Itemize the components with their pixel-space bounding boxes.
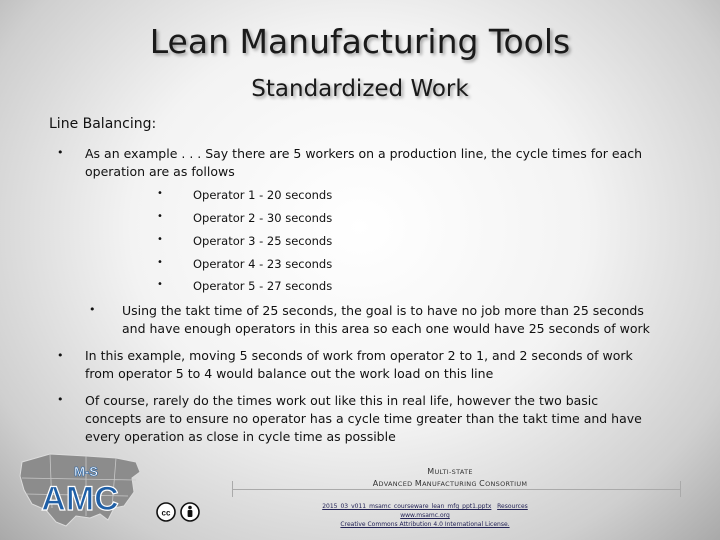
svg-text:cc: cc <box>161 508 171 518</box>
bullet-example-icon: • <box>57 349 64 362</box>
example-line-1: In this example, moving 5 seconds of work from operator 2 to 1, and 2 seconds of work <box>85 348 633 363</box>
slide-subtitle: Standardized Work <box>251 76 469 102</box>
conclusion-line-2: concepts are to ensure no operator has a cycle time greater than the takt time and have <box>85 411 642 426</box>
bullet-icon: • <box>157 257 163 268</box>
courseware-file-link[interactable]: 2015_03_v011_msamc_courseware_lean_mfg_ppt1.pptx <box>322 503 492 510</box>
footer <box>0 440 720 540</box>
conclusion-line-3: every operation as close in cycle time as possible <box>85 429 396 444</box>
bullet-conclusion-icon: • <box>57 393 64 406</box>
consortium-name: MULTI-STATE ADVANCED MANUFACTURING CONSORTIUM <box>372 467 528 488</box>
example-line-2: from operator 5 to 4 would balance out the work load on this line <box>85 366 494 381</box>
footer-links <box>255 502 595 529</box>
conclusion-line-1: Of course, rarely do the times work out like this in real life, however the two basic <box>85 393 599 408</box>
operator-label: Operator 4 - 23 seconds <box>193 257 333 271</box>
slide-title: Lean Manufacturing Tools <box>149 22 571 61</box>
bullet-icon: • <box>157 211 163 222</box>
takt-line-1: Using the takt time of 25 seconds, the goal is to have no job more than 25 seconds <box>122 303 644 318</box>
resources-link[interactable]: Resources <box>497 503 528 510</box>
footer-divider-tick <box>680 481 681 497</box>
msamc-logo <box>16 448 146 538</box>
intro-line-1: As an example . . . Say there are 5 workers on a production line, the cycle times for each <box>85 146 643 161</box>
operator-label: Operator 1 - 20 seconds <box>193 188 333 202</box>
bullet-intro-icon: • <box>57 146 64 159</box>
license-link[interactable]: Creative Commons Attribution 4.0 International License. <box>340 521 510 528</box>
section-heading: Line Balancing: <box>49 116 157 132</box>
operator-label: Operator 2 - 30 seconds <box>193 211 333 225</box>
bullet-takt-icon: • <box>89 303 96 316</box>
bullet-icon: • <box>157 279 163 290</box>
intro-line-2: operation are as follows <box>85 164 235 179</box>
bullet-icon: • <box>157 234 163 245</box>
footer-divider-tick <box>232 481 233 497</box>
takt-line-2: and have enough operators in this area so each one would have 25 seconds of work <box>122 321 650 336</box>
website-link[interactable]: www.msamc.org <box>400 512 450 519</box>
creative-commons-badge <box>156 502 204 522</box>
bullet-icon: • <box>157 188 163 199</box>
operator-label: Operator 5 - 27 seconds <box>193 279 333 293</box>
logo-top-text: M-S <box>74 464 98 479</box>
logo-main-text: AMC <box>41 480 119 518</box>
operator-label: Operator 3 - 25 seconds <box>193 234 333 248</box>
